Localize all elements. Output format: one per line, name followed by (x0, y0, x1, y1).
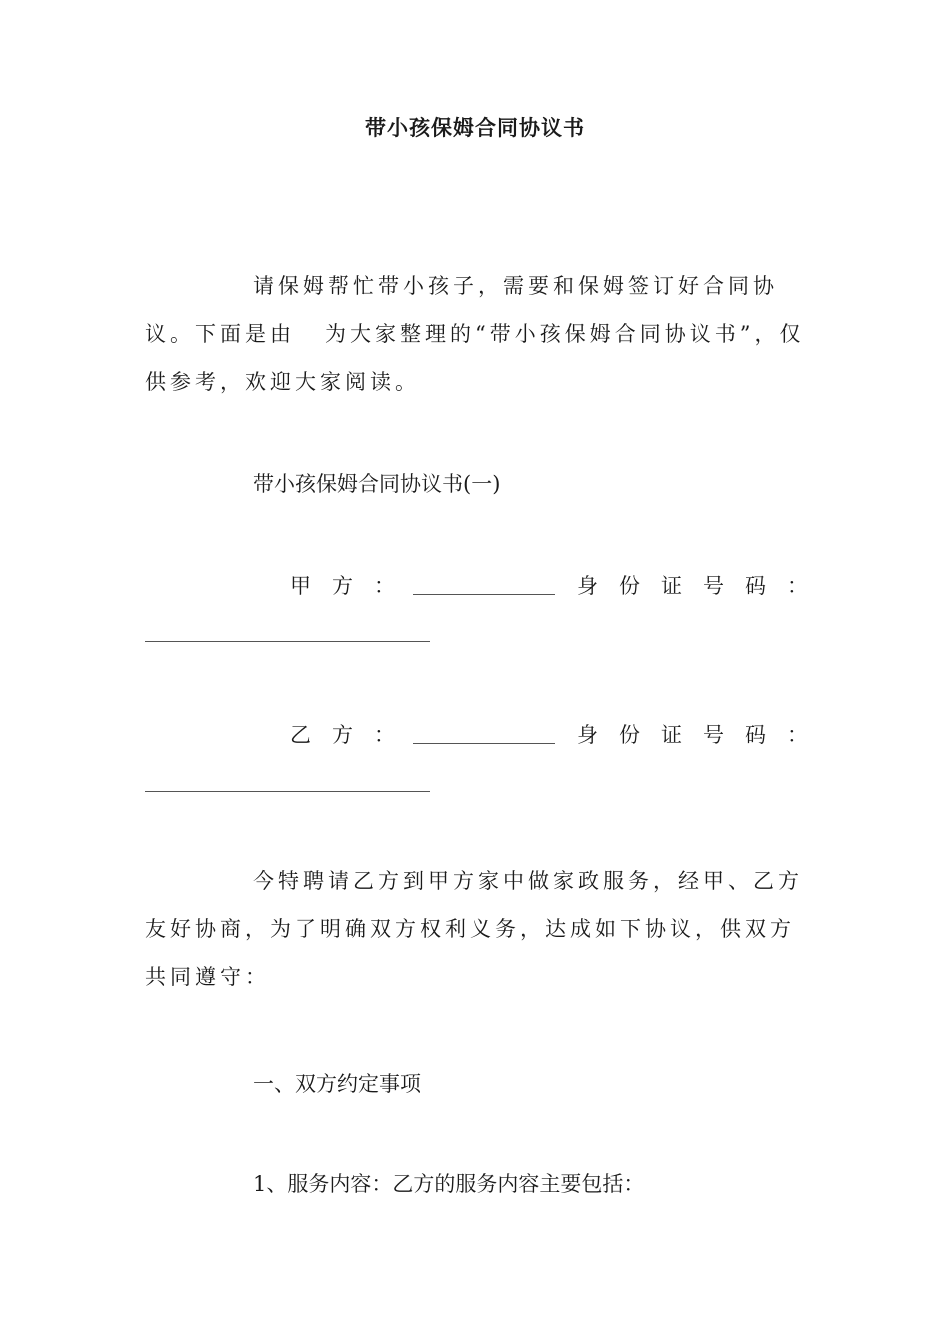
party-a-row (145, 570, 807, 600)
item1-heading: 一、双方约定事项 (253, 1072, 421, 1096)
party-b-id-label: 身 份 证 号 码 ： (577, 723, 808, 747)
party-b-label: 乙 方 ： (290, 723, 395, 747)
item1-1-text: 1、服务内容：乙方的服务内容主要包括： (253, 1172, 645, 1196)
intro-text-part1: 请保姆帮忙带小孩子，需要和保姆签订好合同协议。下面是由 (145, 274, 778, 346)
section-heading: 带小孩保姆合同协议书(一) (253, 472, 501, 496)
party-a-name-field[interactable] (413, 594, 555, 595)
intro-text-part2: 为大家整理的“带小孩保姆合同协议书”，仅供参考，欢迎大家阅读。 (145, 322, 805, 394)
page-title: 带小孩保姆合同协议书 (365, 116, 585, 140)
party-b-id-field[interactable] (145, 791, 430, 792)
party-b-name-field[interactable] (413, 743, 555, 744)
intro-paragraph (145, 262, 807, 406)
party-a-id-label: 身 份 证 号 码 ： (577, 574, 808, 598)
preamble-paragraph: 今特聘请乙方到甲方家中做家政服务，经甲、乙方友好协商，为了明确双方权利义务，达成如下协议，供双方共同遵守： (145, 869, 803, 989)
party-b-row (145, 719, 807, 749)
party-a-id-field[interactable] (145, 641, 430, 642)
party-a-label: 甲 方 ： (290, 574, 395, 598)
